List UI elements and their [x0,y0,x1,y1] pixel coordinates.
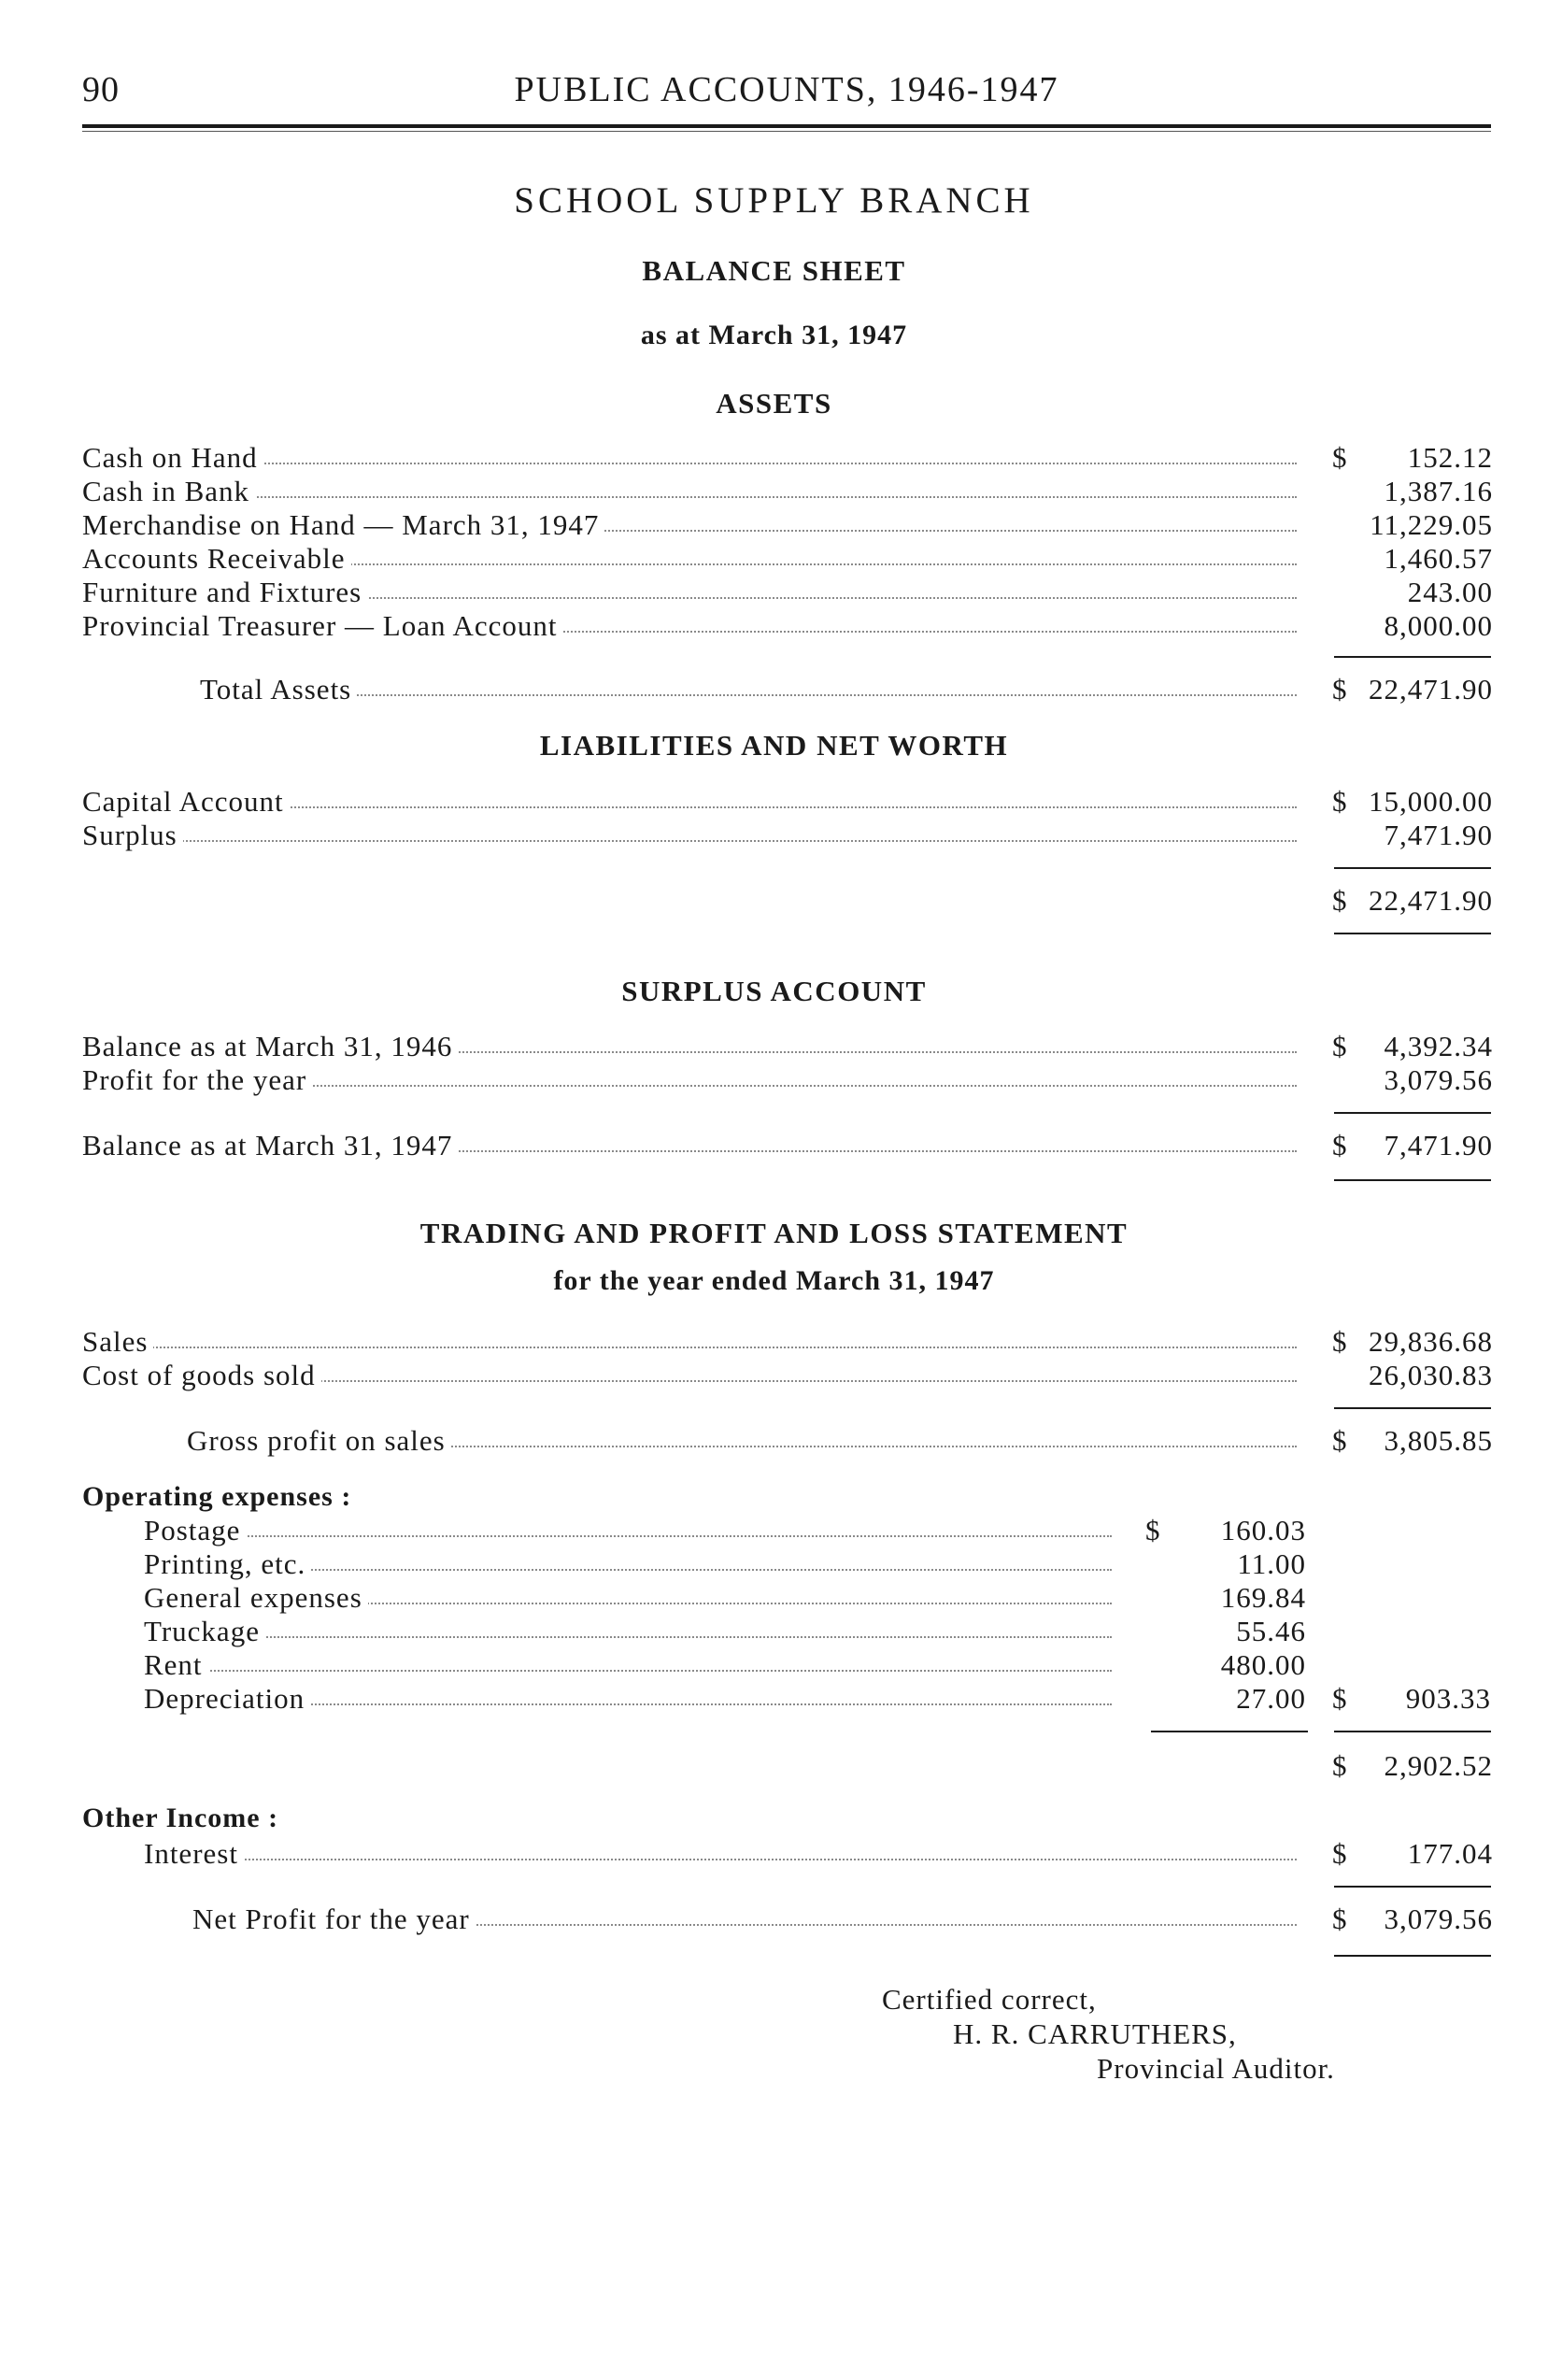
gross-profit-amount: 3,805.85 [1384,1424,1493,1457]
total-rule [1334,1886,1491,1888]
surplus-label: Balance as at March 31, 1946 [82,1030,458,1063]
asset-row [82,576,1493,609]
surplus-row [82,1030,1493,1063]
expense-amount: 480.00 [1220,1648,1306,1681]
operating-expenses-label: Operating expenses : [82,1481,352,1512]
surplus-closing-label: Balance as at March 31, 1947 [82,1129,458,1162]
net-profit-row [192,1903,1493,1936]
subtotal-rule [1151,1731,1308,1732]
sales-row [82,1325,1493,1359]
header-rule-thin [82,131,1491,132]
gross-profit-label: Gross profit on sales [187,1424,451,1458]
expense-label: Postage [144,1514,246,1547]
dollar-sign: $ [1332,441,1348,474]
expense-label: Printing, etc. [144,1547,311,1581]
cost-row [82,1359,1493,1392]
expense-row [144,1615,1306,1648]
liability-label: Surplus [82,819,183,852]
balance-sheet-title: BALANCE SHEET [642,254,906,287]
asset-label: Provincial Treasurer — Loan Account [82,609,563,643]
asset-amount: 8,000.00 [1384,609,1493,642]
cost-label: Cost of goods sold [82,1359,321,1392]
leader-dots [82,463,1297,464]
expense-amount: 169.84 [1220,1581,1306,1614]
expenses-total-amount: 903.33 [1405,1682,1491,1715]
asset-row [82,609,1493,643]
net-profit-amount: 3,079.56 [1384,1903,1493,1935]
asset-row [82,542,1493,576]
surplus-amount: 4,392.34 [1384,1030,1493,1062]
header-rule [82,124,1491,128]
liability-row [82,819,1493,852]
leader-dots [82,496,1297,498]
total-rule [1334,1731,1491,1732]
expense-label: General expenses [144,1581,368,1615]
sales-label: Sales [82,1325,153,1359]
asset-row [82,441,1493,475]
asset-row [82,475,1493,508]
expense-row [144,1648,1306,1682]
total-assets-row [200,673,1493,706]
total-assets-amount: 22,471.90 [1369,673,1493,705]
leader-dots [200,694,1297,696]
asset-amount: 243.00 [1407,576,1493,608]
expense-row [144,1581,1306,1615]
sales-amount: 29,836.68 [1369,1325,1493,1358]
asset-label: Accounts Receivable [82,542,351,576]
dollar-sign: $ [1332,1030,1348,1062]
branch-title: SCHOOL SUPPLY BRANCH [514,180,1034,221]
dollar-sign: $ [1332,1903,1348,1935]
expense-amount: 160.03 [1220,1514,1306,1546]
auditor-title: Provincial Auditor. [1097,2052,1335,2085]
certified-line: Certified correct, [882,1983,1097,2016]
surplus-row [82,1063,1493,1097]
asset-label: Furniture and Fixtures [82,576,367,609]
leader-dots [144,1670,1112,1672]
liability-label: Capital Account [82,785,290,819]
total-rule [1334,1112,1491,1114]
expense-row [144,1514,1306,1547]
dollar-sign: $ [1332,1325,1348,1358]
total-rule [1334,933,1491,934]
asset-label: Merchandise on Hand — March 31, 1947 [82,508,604,542]
dollar-sign: $ [1332,1129,1348,1161]
trading-subtitle: for the year ended March 31, 1947 [553,1265,995,1296]
dollar-sign: $ [1145,1514,1161,1546]
running-head [82,69,1491,118]
surplus-amount: 3,079.56 [1384,1063,1493,1096]
expense-row [144,1682,1491,1716]
dollar-sign: $ [1332,1749,1348,1782]
surplus-label: Profit for the year [82,1063,312,1097]
liability-row [82,785,1493,819]
total-assets-label: Total Assets [200,673,357,706]
page-number: 90 [82,70,120,109]
leader-dots [144,1535,1112,1537]
dollar-sign: $ [1332,884,1348,917]
cost-amount: 26,030.83 [1369,1359,1493,1391]
asset-amount: 152.12 [1407,441,1493,474]
liabilities-total-row [82,884,1493,918]
dollar-sign: $ [1332,785,1348,818]
expense-amount: 27.00 [1236,1682,1306,1715]
expense-label: Truckage [144,1615,265,1648]
expense-amount: 55.46 [1236,1615,1306,1647]
total-rule [1334,867,1491,869]
interest-amount: 177.04 [1407,1837,1493,1870]
expense-label: Depreciation [144,1682,310,1716]
gross-profit-row [187,1424,1493,1458]
asset-amount: 1,387.16 [1384,475,1493,507]
leader-dots [144,1859,1297,1860]
asset-label: Cash in Bank [82,475,255,508]
dollar-sign: $ [1332,1682,1348,1715]
liability-amount: 15,000.00 [1369,785,1493,818]
running-title: PUBLIC ACCOUNTS, 1946-1947 [514,70,1059,109]
leader-dots [144,1636,1112,1638]
balance-sheet-subtitle: as at March 31, 1947 [640,320,908,350]
auditor-name: H. R. CARRUTHERS, [953,2017,1237,2050]
total-rule [1334,1407,1491,1409]
net-before-other-row [82,1749,1493,1783]
expense-row [144,1547,1306,1581]
total-rule [1334,656,1491,658]
liability-amount: 7,471.90 [1384,819,1493,851]
assets-heading: ASSETS [716,387,832,420]
liabilities-total-amount: 22,471.90 [1369,884,1493,917]
asset-row [82,508,1493,542]
asset-amount: 1,460.57 [1384,542,1493,575]
interest-row [144,1837,1493,1871]
expense-label: Rent [144,1648,208,1682]
expense-amount: 11.00 [1237,1547,1306,1580]
total-rule [1334,1955,1491,1957]
trading-heading: TRADING AND PROFIT AND LOSS STATEMENT [419,1217,1129,1249]
net-profit-label: Net Profit for the year [192,1903,476,1936]
interest-label: Interest [144,1837,244,1871]
other-income-label: Other Income : [82,1803,279,1833]
dollar-sign: $ [1332,1424,1348,1457]
net-before-other-amount: 2,902.52 [1384,1749,1493,1782]
total-rule [1334,1179,1491,1181]
asset-label: Cash on Hand [82,441,263,475]
dollar-sign: $ [1332,1837,1348,1870]
surplus-closing-amount: 7,471.90 [1384,1129,1493,1161]
leader-dots [82,1347,1297,1348]
asset-amount: 11,229.05 [1370,508,1493,541]
dollar-sign: $ [1332,673,1348,705]
surplus-closing-row [82,1129,1493,1162]
liabilities-heading: LIABILITIES AND NET WORTH [539,729,1009,762]
leader-dots [82,840,1297,842]
surplus-heading: SURPLUS ACCOUNT [621,975,927,1007]
